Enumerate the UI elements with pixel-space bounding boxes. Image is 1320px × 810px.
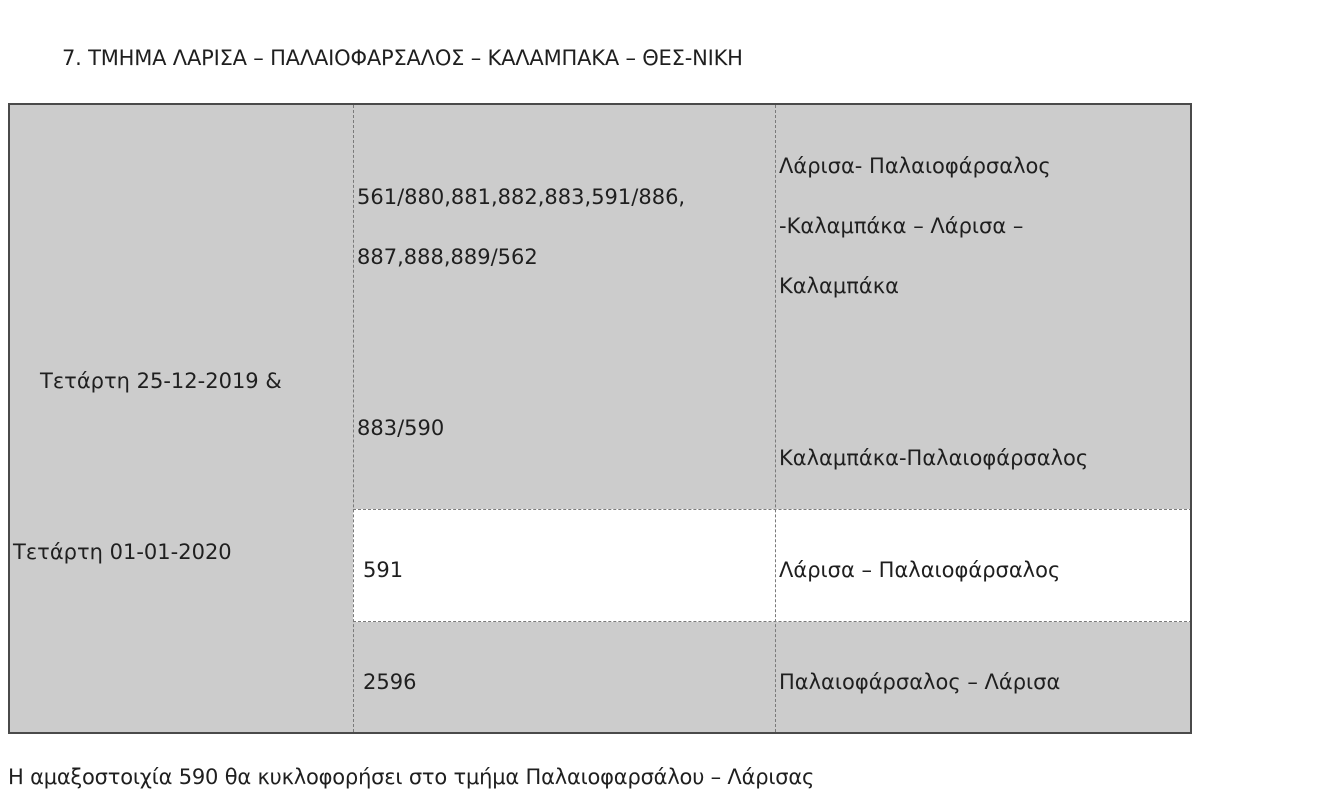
route-cell: Λάρισα – Παλαιοφάρσαλος [779,558,1061,582]
trains-cell: 591 [363,558,404,582]
footer-note: Η αμαξοστοιχία 590 θα κυκλοφορήσει στο τμήμα Παλαιοφαρσάλου – Λάρισας [8,765,815,789]
date-line-1: Τετάρτη 25-12-2019 & [40,369,282,393]
route-cell: Παλαιοφάρσαλος – Λάρισα [779,670,1061,694]
trains-cell: 2596 [363,670,417,694]
schedule-table [8,103,1192,734]
section-heading: 7. ΤΜΗΜΑ ΛΑΡΙΣΑ – ΠΑΛΑΙΟΦΑΡΣΑΛΟΣ – ΚΑΛΑΜΠΑΚΑ – ΘΕΣ-ΝΙΚΗ [62,46,743,70]
trains-cell: 883/590 [357,416,445,440]
column-divider [353,105,354,732]
table-row-white [353,509,1192,622]
route-cell: Λάρισα- Παλαιοφάρσαλος [779,154,1051,178]
row-divider [353,621,1192,622]
column-divider [775,105,776,732]
route-cell: Καλαμπάκα [779,274,899,298]
date-line-2: Τετάρτη 01-01-2020 [13,540,232,564]
row-divider [353,509,1192,510]
trains-cell: 561/880,881,882,883,591/886, [357,185,686,209]
route-cell: Καλαμπάκα-Παλαιοφάρσαλος [779,446,1089,470]
trains-cell: 887,888,889/562 [357,245,538,269]
route-cell: -Καλαμπάκα – Λάρισα – [779,214,1024,238]
